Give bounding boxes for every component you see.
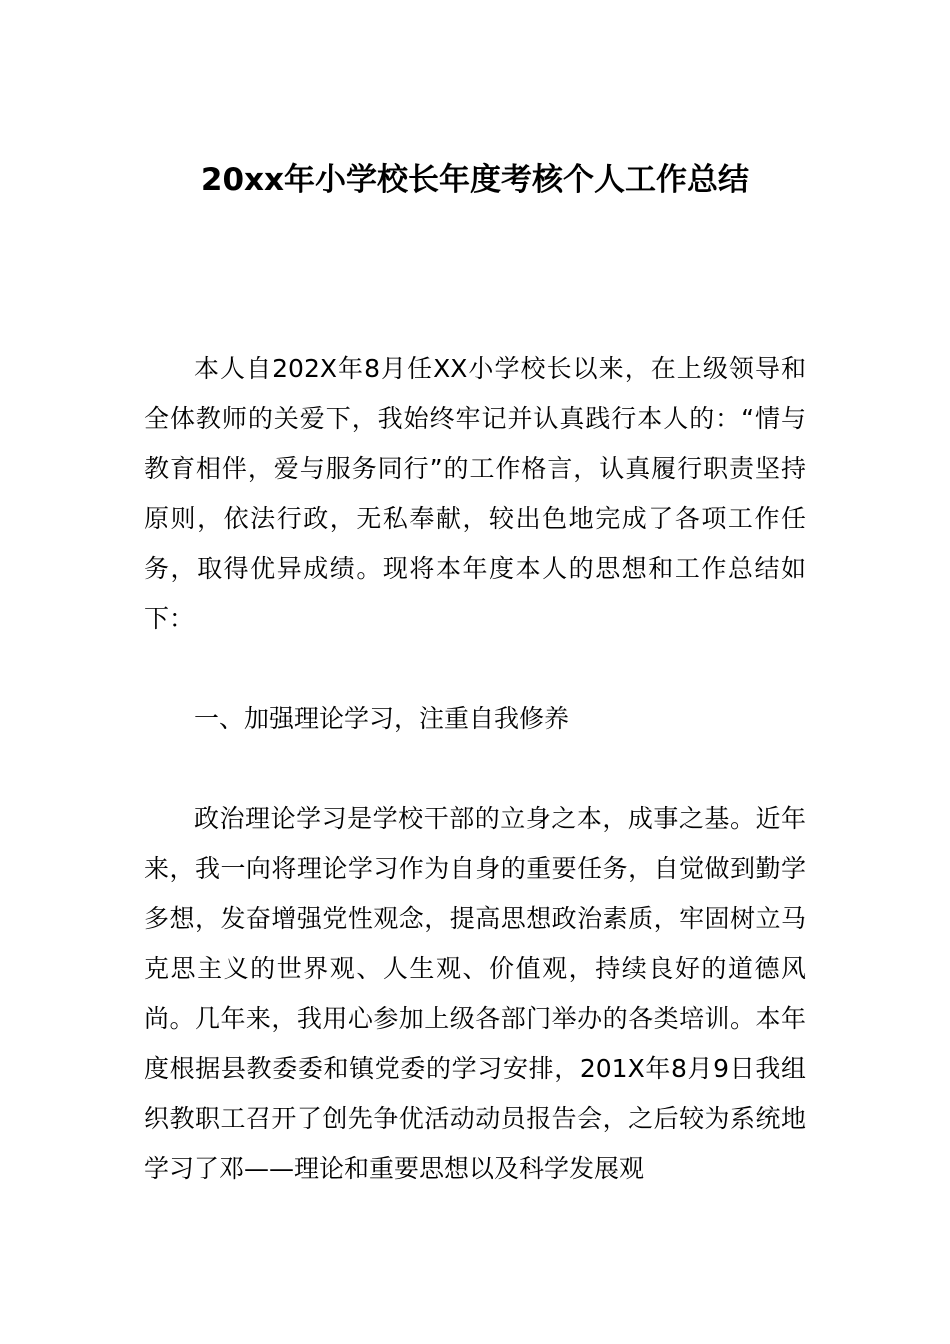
- intro-paragraph: 本人自202X年8月任XX小学校长以来，在上级领导和全体教师的关爱下，我始终牢记并认真践行本人的：“情与教育相伴，爱与服务同行”的工作格言，认真履行职责坚持原则，依法行政，无私奉献，较出色地完成了各项工作任务，取得优异成绩。现将本年度本人的思想和工作总结如下：: [144, 354, 806, 633]
- document-title: 20xx年小学校长年度考核个人工作总结: [200, 162, 750, 198]
- section-heading: 一、加强理论学习，注重自我修养: [194, 704, 570, 733]
- section-body-paragraph: 政治理论学习是学校干部的立身之本，成事之基。近年来，我一向将理论学习作为自身的重要任务，自觉做到勤学多想，发奋增强党性观念，提高思想政治素质，牢固树立马克思主义的世界观、人生观、价值观，持续良好的道德风尚。几年来，我用心参加上级各部门举办的各类培训。本年度根据县教委委和镇党委的学习安排，201X年8月9日我组织教职工召开了创先争优活动动员报告会，之后较为系统地学习了邓——理论和重要思想以及科学发展观: [144, 804, 806, 1183]
